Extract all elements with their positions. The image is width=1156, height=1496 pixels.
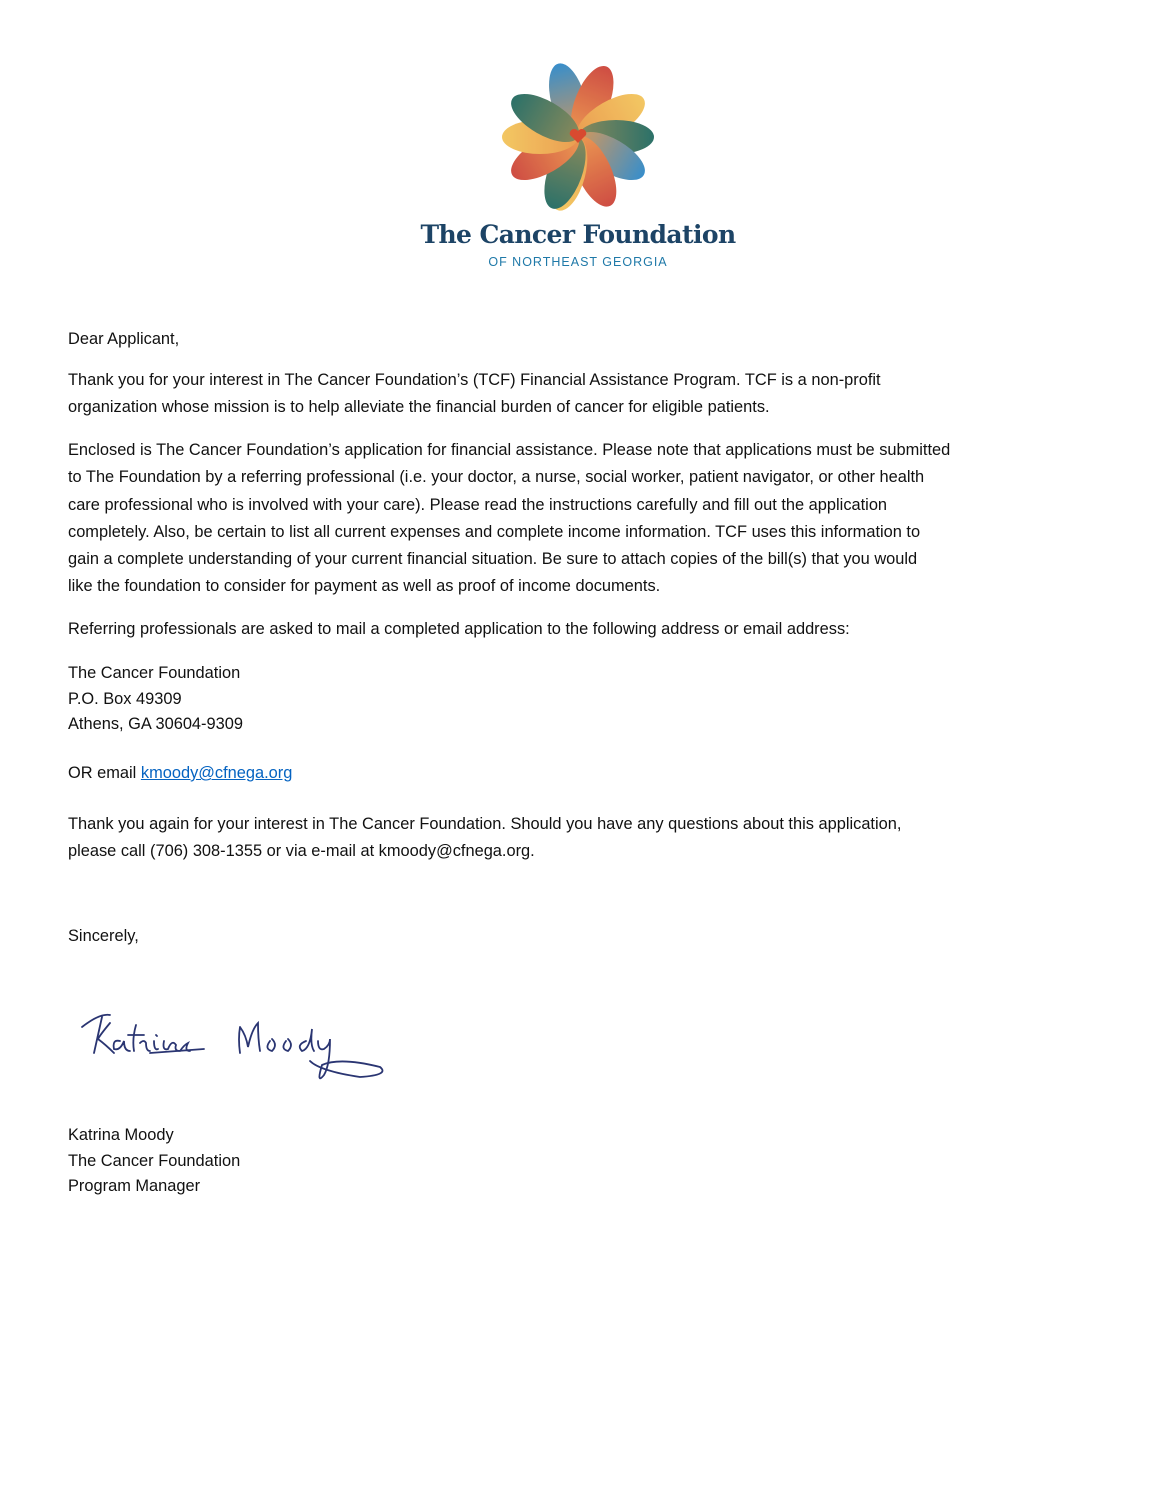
foundation-logo-icon (498, 62, 658, 212)
text-line: Enclosed is The Cancer Foundation’s application for financial assistance. Please note that applications must be submitted (68, 441, 951, 459)
text-line: Thank you again for your interest in The Cancer Foundation. Should you have any questions about this application, (68, 815, 902, 833)
text-line: please call (706) 308-1355 or via e-mail at kmoody@cfnega.org. (68, 842, 535, 861)
text-line: gain a complete understanding of your current financial situation. Be sure to attach copies of the bill(s) that you would (68, 550, 918, 569)
paragraph-intro (68, 367, 881, 422)
text-line: like the foundation to consider for payment as well as proof of income documents. (68, 577, 661, 596)
signer-name: Katrina Moody (68, 1126, 174, 1144)
organization-subtitle: OF NORTHEAST GEORGIA (488, 255, 668, 269)
signer-block (68, 1122, 240, 1199)
address-line: The Cancer Foundation (68, 664, 241, 682)
text-line: care professional who is involved with your care). Please read the instructions carefully and fill out the application (68, 495, 888, 514)
paragraph-referring: Referring professionals are asked to mail a completed application to the following address or email address: (68, 620, 850, 638)
signer-organization: The Cancer Foundation (68, 1151, 241, 1170)
text-line: organization whose mission is to help alleviate the financial burden of cancer for eligible patients. (68, 398, 770, 417)
email-line (68, 760, 292, 787)
address-line: Athens, GA 30604-9309 (68, 715, 243, 733)
address-line: P.O. Box 49309 (68, 689, 182, 708)
organization-name: The Cancer Foundation (420, 220, 736, 249)
closing: Sincerely, (68, 927, 139, 945)
mailing-address (68, 660, 243, 737)
paragraph-application (68, 437, 950, 601)
email-prefix: OR email (68, 764, 141, 782)
salutation: Dear Applicant, (68, 330, 180, 348)
text-line: to The Foundation by a referring professional (i.e. your doctor, a nurse, social worker, patient navigator, or other health (68, 468, 925, 487)
email-link[interactable]: kmoody@cfnega.org (140, 764, 293, 782)
signature-image (80, 1005, 400, 1095)
paragraph-contact (68, 811, 901, 866)
text-line: completely. Also, be certain to list all current expenses and complete income information. TCF uses this information to (68, 522, 921, 541)
text-line: Thank you for your interest in The Cancer Foundation’s (TCF) Financial Assistance Program. TCF is a non-profit (68, 371, 881, 389)
signer-title: Program Manager (68, 1177, 201, 1195)
